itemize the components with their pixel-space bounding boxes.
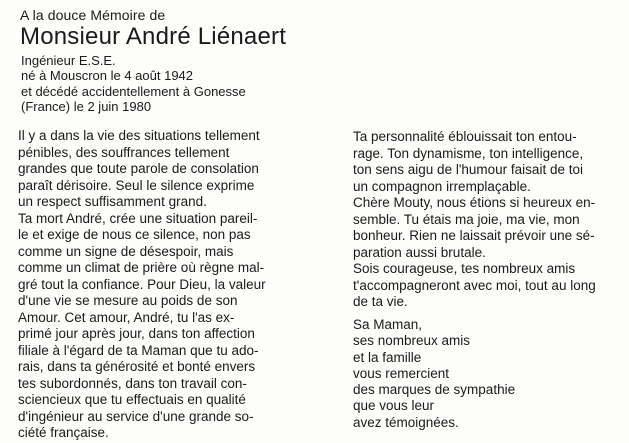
details-line: né à Mouscron le 4 août 1942 bbox=[21, 68, 194, 84]
left-text-line: pénibles, des souffrances tellement bbox=[18, 144, 230, 160]
right-text-line: rage. Ton dynamisme, ton intelligence, bbox=[353, 145, 584, 161]
left-text-line: Amour. Cet amour, André, tu l'as ex- bbox=[18, 309, 235, 325]
left-column-text bbox=[18, 128, 266, 442]
left-text-line: Il y a dans la vie des situations tellement bbox=[18, 128, 260, 143]
left-text-line: d'ingénieur au service d'une grande so- bbox=[18, 408, 254, 424]
left-text-line: gré tout la confiance. Pour Dieu, la valeur bbox=[18, 276, 266, 292]
intro-line: A la douce Mémoire de bbox=[20, 7, 166, 23]
signature-block bbox=[353, 317, 515, 431]
left-text-line: tes subordonnés, dans ton travail con- bbox=[18, 375, 247, 391]
signature-line: Sa Maman, bbox=[353, 317, 423, 332]
right-text-line: un compagnon irremplaçable. bbox=[353, 178, 531, 194]
left-text-line: comme un signe de désespoir, mais bbox=[18, 243, 234, 259]
left-text-line: comme un climat de prière où règne mal- bbox=[18, 260, 265, 275]
left-text-line: paraît dérisoire. Seul le silence exprime bbox=[18, 177, 255, 193]
left-text-line: le et exige de nous ce silence, non pas bbox=[18, 227, 251, 242]
left-text-line: filiale à l'égard de ta Maman que tu ado- bbox=[18, 342, 259, 358]
left-text-line: sciencieux que tu effectuais en qualité bbox=[18, 392, 246, 407]
left-text-line: primé jour après jour, dans ton affection bbox=[18, 326, 255, 341]
left-text-line: Ta mort André, crée une situation pareil- bbox=[18, 210, 258, 226]
left-text-line: d'une vie se mesure au poids de son bbox=[18, 293, 238, 308]
deceased-name: Monsieur André Liénaert bbox=[20, 23, 287, 50]
details-line: et décédé accidentellement à Gonesse bbox=[21, 83, 246, 99]
right-text-line: ton sens aigu de l'humour faisait de toi bbox=[353, 162, 583, 177]
right-text-line: paration aussi brutale. bbox=[353, 244, 486, 260]
right-column-text bbox=[353, 129, 596, 311]
left-text-line: rais, dans ta générosité et bonté envers bbox=[18, 359, 256, 374]
left-text-line: ciété française. bbox=[18, 425, 109, 440]
signature-line: et la famille bbox=[353, 349, 422, 365]
signature-line: ses nombreux amis bbox=[353, 333, 471, 349]
signature-line: avez témoignées. bbox=[353, 414, 459, 430]
signature-line: que vous leur bbox=[353, 398, 435, 414]
right-text-line: Ta personnalité éblouissait ton entou- bbox=[353, 129, 577, 144]
signature-line: des marques de sympathie bbox=[353, 382, 516, 398]
details-line: (France) le 2 juin 1980 bbox=[21, 98, 152, 114]
right-text-line: Chère Mouty, nous étions si heureux en- bbox=[353, 195, 596, 210]
details-line: Ingénieur E.S.E. bbox=[21, 53, 116, 68]
right-text-line: t'accompagneront avec moi, tout au long bbox=[353, 277, 596, 293]
signature-line: vous remercient bbox=[353, 365, 450, 381]
right-text-line: semble. Tu étais ma joie, ma vie, mon bbox=[353, 211, 580, 227]
right-text-line: Sois courageuse, tes nombreux amis bbox=[353, 261, 576, 276]
right-text-line: de ta vie. bbox=[353, 294, 408, 309]
right-text-line: bonheur. Rien ne laissait prévoir une sé- bbox=[353, 228, 595, 243]
details-block bbox=[21, 53, 246, 114]
left-text-line: un respect suffisamment grand. bbox=[18, 194, 207, 209]
left-text-line: grandes que toute parole de consolation bbox=[18, 161, 259, 176]
